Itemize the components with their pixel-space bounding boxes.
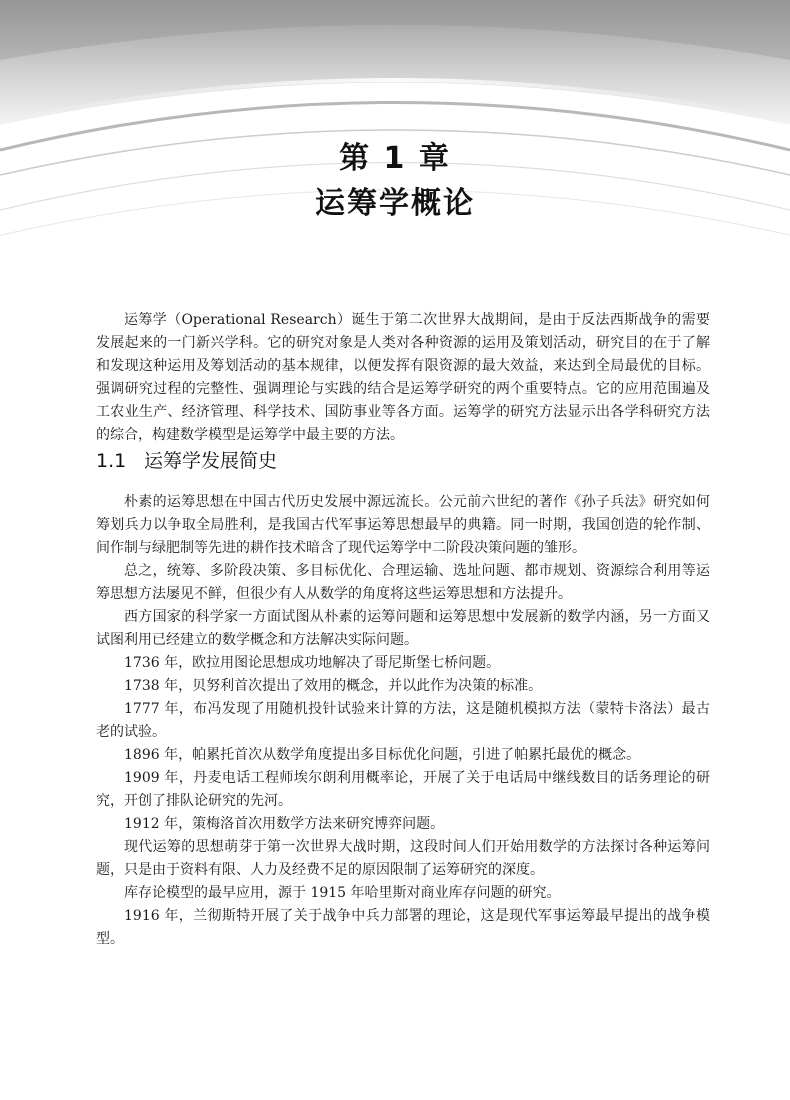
chapter-name: 运筹学概论 [315, 186, 475, 221]
section-heading [96, 447, 710, 475]
paragraph: 西方国家的科学家一方面试图从朴素的运筹问题和运筹思想中发展新的数学内涵，另一方面又试图利用已经建立的数学概念和方法解决实际问题。 [96, 609, 710, 648]
section-title: 运筹学发展简史 [144, 450, 278, 472]
intro-paragraph: 运筹学（Operational Research）诞生于第二次世界大战期间，是由于反法西斯战争的需要发展起来的一门新兴学科。它的研究对象是人类对各种资源的运用及策划活动，研究目的在于了解和发现这种运用及筹划活动的基本规律，以便发挥有限资源的最大效益，来达到全局最优的目标。强调研究过程的完整性、强调理论与实践的结合是运筹学研究的两个重要特点。它的应用范围遍及工农业生产、经济管理、科学技术、国防事业等各方面。运筹学的研究方法显示出各学科研究方法的综合，构建数学模型是运筹学中最主要的方法。 [96, 312, 710, 443]
paragraph: 1909 年，丹麦电话工程师埃尔朗利用概率论，开展了关于电话局中继线数目的话务理论的研究，开创了排队论研究的先河。 [96, 770, 710, 809]
page-content [96, 309, 710, 951]
paragraph: 总之，统筹、多阶段决策、多目标优化、合理运输、选址问题、都市规划、资源综合利用等运筹思想方法屡见不鲜，但很少有人从数学的角度将这些运筹思想和方法提升。 [96, 563, 710, 602]
paragraph: 1912 年，策梅洛首次用数学方法来研究博弈问题。 [124, 816, 445, 832]
paragraph: 1738 年，贝努利首次提出了效用的概念，并以此作为决策的标准。 [124, 678, 543, 694]
chapter-number: 第 1 章 [339, 141, 451, 176]
paragraph: 朴素的运筹思想在中国古代历史发展中源远流长。公元前六世纪的著作《孙子兵法》研究如何筹划兵力以争取全局胜利，是我国古代军事运筹思想最早的典籍。同一时期，我国创造的轮作制、间作制与绿肥制等先进的耕作技术暗含了现代运筹学中二阶段决策问题的雏形。 [96, 494, 710, 556]
paragraph: 1777 年，布冯发现了用随机投针试验来计算的方法，这是随机模拟方法（蒙特卡洛法）最古老的试验。 [96, 701, 710, 740]
paragraph: 1736 年，欧拉用图论思想成功地解决了哥尼斯堡七桥问题。 [124, 655, 501, 671]
paragraph: 1896 年，帕累托首次从数学角度提出多目标优化问题，引进了帕累托最优的概念。 [124, 747, 641, 763]
paragraph: 现代运筹的思想萌芽于第一次世界大战时期，这段时间人们开始用数学的方法探讨各种运筹问题，只是由于资料有限、人力及经费不足的原因限制了运筹研究的深度。 [96, 839, 710, 878]
chapter-title [0, 138, 790, 226]
section-number: 1.1 [96, 450, 127, 472]
paragraph: 库存论模型的最早应用，源于 1915 年哈里斯对商业库存问题的研究。 [124, 885, 561, 901]
paragraph: 1916 年，兰彻斯特开展了关于战争中兵力部署的理论，这是现代军事运筹最早提出的战争模型。 [96, 908, 710, 947]
